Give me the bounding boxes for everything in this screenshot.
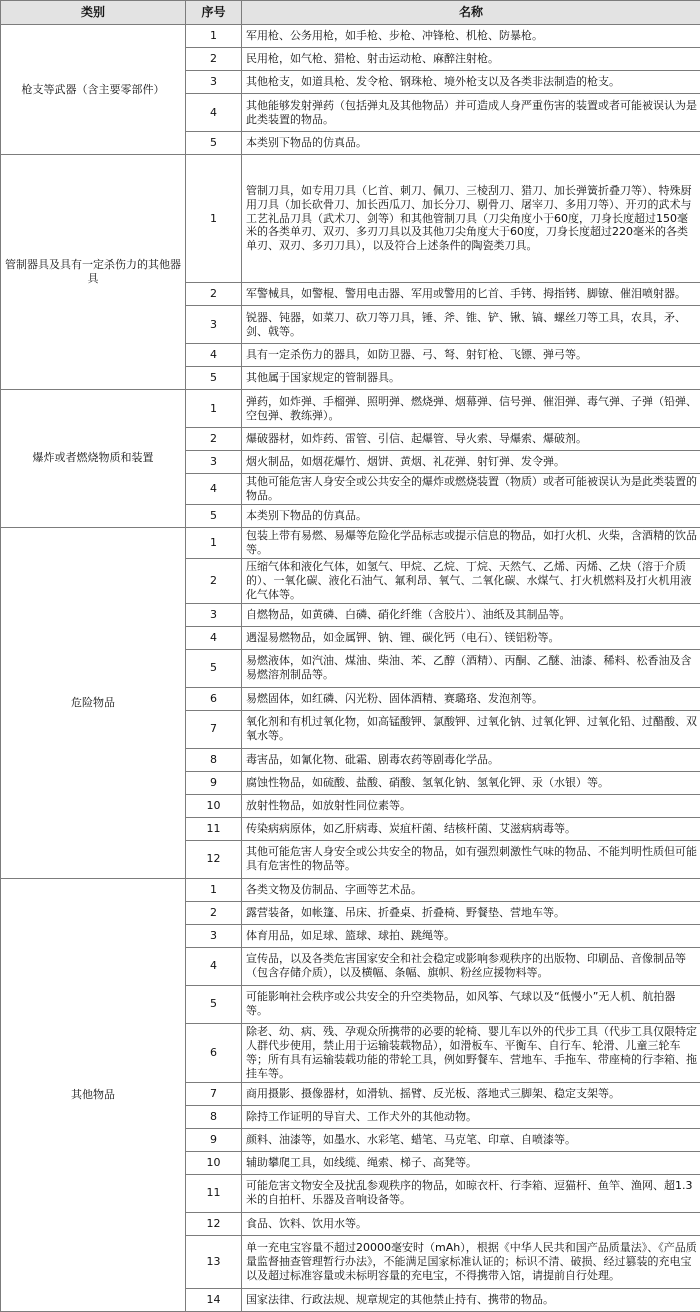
item-name: 自燃物品，如黄磷、白磷、硝化纤维（含胶片）、油纸及其制品等。 bbox=[242, 603, 700, 626]
item-name: 军警械具，如警棍、警用电击器、军用或警用的匕首、手铐、拇指铐、脚镣、催泪喷射器。 bbox=[242, 283, 700, 306]
item-index: 5 bbox=[186, 649, 242, 687]
item-name: 易燃固体，如红磷、闪光粉、固体酒精、赛璐珞、发泡剂等。 bbox=[242, 687, 700, 710]
item-index: 9 bbox=[186, 1128, 242, 1151]
item-name: 军用枪、公务用枪，如手枪、步枪、冲锋枪、机枪、防暴枪。 bbox=[242, 25, 700, 48]
item-index: 4 bbox=[186, 626, 242, 649]
item-index: 2 bbox=[186, 48, 242, 71]
item-index: 1 bbox=[186, 25, 242, 48]
item-name: 压缩气体和液化气体，如氢气、甲烷、乙烷、丁烷、天然气、乙烯、丙烯、乙炔（溶于介质的）、一氧化碳、液化石油气、氟利昂、氧气、二氧化碳、水煤气、打火机燃料及打火机用液化气体等。 bbox=[242, 558, 700, 603]
item-name: 其他可能危害人身安全或公共安全的爆炸或燃烧装置（物质）或者可能被误认为是此类装置的物品。 bbox=[242, 474, 700, 505]
item-name: 露营装备，如帐篷、吊床、折叠桌、折叠椅、野餐垫、营地车等。 bbox=[242, 901, 700, 924]
category-cell: 其他物品 bbox=[1, 878, 186, 1311]
item-name: 商用摄影、摄像器材，如滑轨、摇臂、反光板、落地式三脚架、稳定支架等。 bbox=[242, 1082, 700, 1105]
item-index: 8 bbox=[186, 1105, 242, 1128]
item-index: 5 bbox=[186, 132, 242, 155]
item-index: 10 bbox=[186, 1151, 242, 1174]
item-name: 可能影响社会秩序或公共安全的升空类物品，如风筝、气球以及“低慢小”无人机、航拍器等。 bbox=[242, 985, 700, 1023]
item-name: 放射性物品，如放射性同位素等。 bbox=[242, 794, 700, 817]
item-index: 14 bbox=[186, 1288, 242, 1311]
item-index: 4 bbox=[186, 344, 242, 367]
item-name: 颜料、油漆等，如墨水、水彩笔、蜡笔、马克笔、印章、自喷漆等。 bbox=[242, 1128, 700, 1151]
header-name: 名称 bbox=[242, 1, 700, 25]
item-name: 本类别下物品的仿真品。 bbox=[242, 132, 700, 155]
item-name: 腐蚀性物品，如硫酸、盐酸、硝酸、氢氧化钠、氢氧化钾、汞（水银）等。 bbox=[242, 771, 700, 794]
table-row bbox=[1, 155, 700, 283]
item-name: 单一充电宝容量不超过20000毫安时（mAh），根据《中华人民共和国产品质量法》、《产品质量监督抽查管理暂行办法》，不能满足国家标准认证的；标识不清、破损、经过篡装的充电宝以及超过标准容量或未标明容量的充电宝，不得携带入馆，请提前自行处理。 bbox=[242, 1235, 700, 1288]
item-name: 民用枪，如气枪、猎枪、射击运动枪、麻醉注射枪。 bbox=[242, 48, 700, 71]
item-index: 11 bbox=[186, 817, 242, 840]
item-index: 1 bbox=[186, 155, 242, 283]
category-cell: 管制器具及具有一定杀伤力的其他器具 bbox=[1, 155, 186, 390]
item-name: 体育用品，如足球、篮球、球拍、跳绳等。 bbox=[242, 924, 700, 947]
table-row bbox=[1, 527, 700, 558]
item-index: 5 bbox=[186, 985, 242, 1023]
item-name: 包装上带有易燃、易爆等危险化学品标志或提示信息的物品，如打火机、火柴，含酒精的饮品等。 bbox=[242, 527, 700, 558]
item-index: 2 bbox=[186, 558, 242, 603]
item-name: 锐器、钝器，如菜刀、砍刀等刀具，锤、斧、锥、铲、锹、镐、螺丝刀等工具，农具，矛、剑、戟等。 bbox=[242, 306, 700, 344]
item-name: 传染病病原体，如乙肝病毒、炭疽杆菌、结核杆菌、艾滋病病毒等。 bbox=[242, 817, 700, 840]
table-row bbox=[1, 390, 700, 428]
item-name: 其他属于国家规定的管制器具。 bbox=[242, 367, 700, 390]
item-index: 4 bbox=[186, 94, 242, 132]
item-index: 6 bbox=[186, 1023, 242, 1082]
header-index: 序号 bbox=[186, 1, 242, 25]
item-index: 3 bbox=[186, 71, 242, 94]
item-index: 2 bbox=[186, 428, 242, 451]
item-name: 弹药，如炸弹、手榴弹、照明弹、燃烧弹、烟幕弹、信号弹、催泪弹、毒气弹、子弹（铅弹、空包弹、教练弹）。 bbox=[242, 390, 700, 428]
item-index: 3 bbox=[186, 603, 242, 626]
item-index: 1 bbox=[186, 878, 242, 901]
item-name: 遇湿易燃物品，如金属钾、钠、锂、碳化钙（电石）、镁铝粉等。 bbox=[242, 626, 700, 649]
item-name: 易燃液体，如汽油、煤油、柴油、苯、乙醇（酒精）、丙酮、乙醚、油漆、稀料、松香油及含易燃溶剂制品等。 bbox=[242, 649, 700, 687]
item-index: 4 bbox=[186, 947, 242, 985]
header-row bbox=[1, 1, 700, 25]
item-name: 爆破器材，如炸药、雷管、引信、起爆管、导火索、导爆索、爆破剂。 bbox=[242, 428, 700, 451]
item-index: 10 bbox=[186, 794, 242, 817]
item-index: 7 bbox=[186, 710, 242, 748]
item-name: 其他可能危害人身安全或公共安全的物品，如有强烈刺激性气味的物品、不能判明性质但可能具有危害性的物品等。 bbox=[242, 840, 700, 878]
table-row bbox=[1, 878, 700, 901]
item-name: 管制刀具，如专用刀具（匕首、刺刀、佩刀、三棱刮刀、猎刀、加长弹簧折叠刀等）、特殊厨用刀具（加长砍骨刀、加长西瓜刀、加长分刀、剔骨刀、屠宰刀、多用刀等）、开刃的武术与工艺礼品刀具（武术刀、剑等）和其他管制刀具（刀尖角度小于60度，刀身长度超过150毫米的各类单刃、双刃、多刃刀具以及其他刀尖角度大于60度，刀身长度超过220毫米的各类单刃、双刃、多刃刀具），以及符合上述条件的陶瓷类刀具。 bbox=[242, 155, 700, 283]
item-name: 烟火制品，如烟花爆竹、烟饼、黄烟、礼花弹、射钉弹、发令弹。 bbox=[242, 451, 700, 474]
item-index: 3 bbox=[186, 451, 242, 474]
item-name: 国家法律、行政法规、规章规定的其他禁止持有、携带的物品。 bbox=[242, 1288, 700, 1311]
item-index: 11 bbox=[186, 1174, 242, 1212]
item-name: 宣传品，以及各类危害国家安全和社会稳定或影响参观秩序的出版物、印刷品、音像制品等（包含存储介质），以及横幅、条幅、旗帜、粉丝应援物料等。 bbox=[242, 947, 700, 985]
item-name: 毒害品，如氰化物、砒霜、剧毒农药等剧毒化学品。 bbox=[242, 748, 700, 771]
item-name: 除老、幼、病、残、孕观众所携带的必要的轮椅、婴儿车以外的代步工具（代步工具仅限特定人群代步使用，禁止用于运输装载物品），如滑板车、平衡车、自行车、轮滑、儿童三轮车等；所有具有运输装载功能的带轮工具，例如野餐车、营地车、手拖车、带座椅的行李箱、拖挂车等。 bbox=[242, 1023, 700, 1082]
item-name: 除持工作证明的导盲犬、工作犬外的其他动物。 bbox=[242, 1105, 700, 1128]
item-index: 2 bbox=[186, 901, 242, 924]
item-index: 1 bbox=[186, 527, 242, 558]
item-index: 5 bbox=[186, 367, 242, 390]
item-index: 9 bbox=[186, 771, 242, 794]
item-name: 本类别下物品的仿真品。 bbox=[242, 504, 700, 527]
item-index: 6 bbox=[186, 687, 242, 710]
item-index: 13 bbox=[186, 1235, 242, 1288]
item-name: 可能危害文物安全及扰乱参观秩序的物品，如晾衣杆、行李箱、逗猫杆、鱼竿、渔网、超1.3米的自拍杆、乐器及音响设备等。 bbox=[242, 1174, 700, 1212]
header-category: 类别 bbox=[1, 1, 186, 25]
table-row bbox=[1, 25, 700, 48]
item-name: 各类文物及仿制品、字画等艺术品。 bbox=[242, 878, 700, 901]
item-name: 辅助攀爬工具，如线缆、绳索、梯子、高凳等。 bbox=[242, 1151, 700, 1174]
item-index: 8 bbox=[186, 748, 242, 771]
item-name: 其他能够发射弹药（包括弹丸及其他物品）并可造成人身严重伤害的装置或者可能被误认为是此类装置的物品。 bbox=[242, 94, 700, 132]
item-index: 1 bbox=[186, 390, 242, 428]
item-index: 12 bbox=[186, 1212, 242, 1235]
item-index: 3 bbox=[186, 924, 242, 947]
item-name: 氧化剂和有机过氧化物，如高锰酸钾、氯酸钾、过氧化钠、过氧化钾、过氧化铅、过醋酸、双氧水等。 bbox=[242, 710, 700, 748]
category-cell: 枪支等武器（含主要零部件） bbox=[1, 25, 186, 155]
item-index: 7 bbox=[186, 1082, 242, 1105]
category-cell: 爆炸或者燃烧物质和装置 bbox=[1, 390, 186, 528]
item-name: 其他枪支，如道具枪、发令枪、钢珠枪、境外枪支以及各类非法制造的枪支。 bbox=[242, 71, 700, 94]
item-index: 12 bbox=[186, 840, 242, 878]
item-index: 4 bbox=[186, 474, 242, 505]
item-index: 3 bbox=[186, 306, 242, 344]
item-index: 2 bbox=[186, 283, 242, 306]
item-index: 5 bbox=[186, 504, 242, 527]
item-name: 食品、饮料、饮用水等。 bbox=[242, 1212, 700, 1235]
item-name: 具有一定杀伤力的器具，如防卫器、弓、弩、射钉枪、飞镖、弹弓等。 bbox=[242, 344, 700, 367]
category-cell: 危险物品 bbox=[1, 527, 186, 878]
